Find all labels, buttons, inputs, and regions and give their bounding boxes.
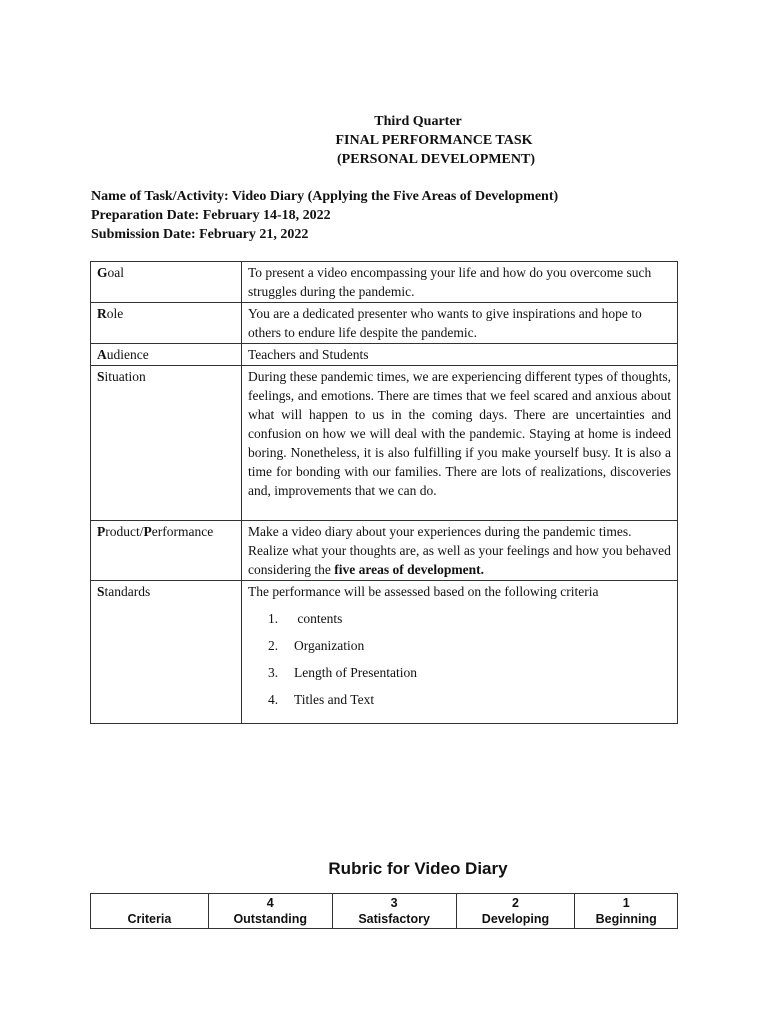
standards-label: Standards (91, 581, 242, 724)
table-row-audience (91, 344, 678, 366)
table-row-role (91, 303, 678, 344)
table-row-situation (91, 366, 678, 521)
grasps-table (90, 261, 678, 724)
standards-cell (242, 581, 678, 724)
list-item: 1. contents (268, 611, 343, 626)
document-header (0, 112, 768, 169)
situation-text: During these pandemic times, we are experiencing different types of thoughts, feelings, and emotions. There are times that we feel scared and anxious about what will happen to us in the coming days. There are uncertainties and confusion on how we will deal with the pandemic. Staying at home is indeed boring. Nonetheless, it is also fulfilling if you make yourself busy. It is also a time for bonding with our families. There are lots of realizations, discoveries and, improvements that we can do. (242, 366, 678, 521)
audience-label: Audience (91, 344, 242, 366)
table-row-goal (91, 262, 678, 303)
rubric-level-header: 2 Developing (456, 894, 575, 929)
task-meta (91, 187, 558, 244)
list-item: 2. Organization (268, 638, 365, 653)
goal-text: To present a video encompassing your life and how do you overcome such struggles during the pandemic. (242, 262, 678, 303)
table-row-standards (91, 581, 678, 724)
submission-date: Submission Date: February 21, 2022 (91, 227, 309, 242)
task-name: Name of Task/Activity: Video Diary (Applying the Five Areas of Development) (91, 189, 559, 204)
rubric-table (90, 893, 678, 929)
quarter-label: Third Quarter (374, 114, 462, 129)
subject-label: (PERSONAL DEVELOPMENT) (337, 152, 535, 167)
standards-intro: The performance will be assessed based on the following criteria (248, 584, 599, 599)
product-text: Make a video diary about your experiences during the pandemic times. Realize what your thoughts are, as well as your feelings and how you behaved considering the five areas of development. (242, 521, 678, 581)
role-label: Role (91, 303, 242, 344)
rubric-criteria-header: Criteria (91, 894, 209, 929)
audience-text: Teachers and Students (242, 344, 678, 366)
table-row-product (91, 521, 678, 581)
list-item: 3. Length of Presentation (268, 665, 417, 680)
list-item: 4. Titles and Text (268, 692, 375, 707)
situation-label: Situation (91, 366, 242, 521)
role-text: You are a dedicated presenter who wants to give inspirations and hope to others to endure life despite the pandemic. (242, 303, 678, 344)
product-label: Product/Performance (91, 521, 242, 581)
rubric-title: Rubric for Video Diary (328, 859, 508, 878)
five-areas-emphasis: five areas of development. (334, 562, 484, 577)
goal-label: Goal (91, 262, 242, 303)
rubric-level-header: 3 Satisfactory (332, 894, 456, 929)
rubric-level-header: 4 Outstanding (208, 894, 332, 929)
preparation-date: Preparation Date: February 14-18, 2022 (91, 208, 331, 223)
rubric-level-header: 1 Beginning (575, 894, 678, 929)
criteria-list (248, 609, 671, 709)
rubric-header-row (91, 894, 678, 929)
task-title: FINAL PERFORMANCE TASK (335, 133, 533, 148)
